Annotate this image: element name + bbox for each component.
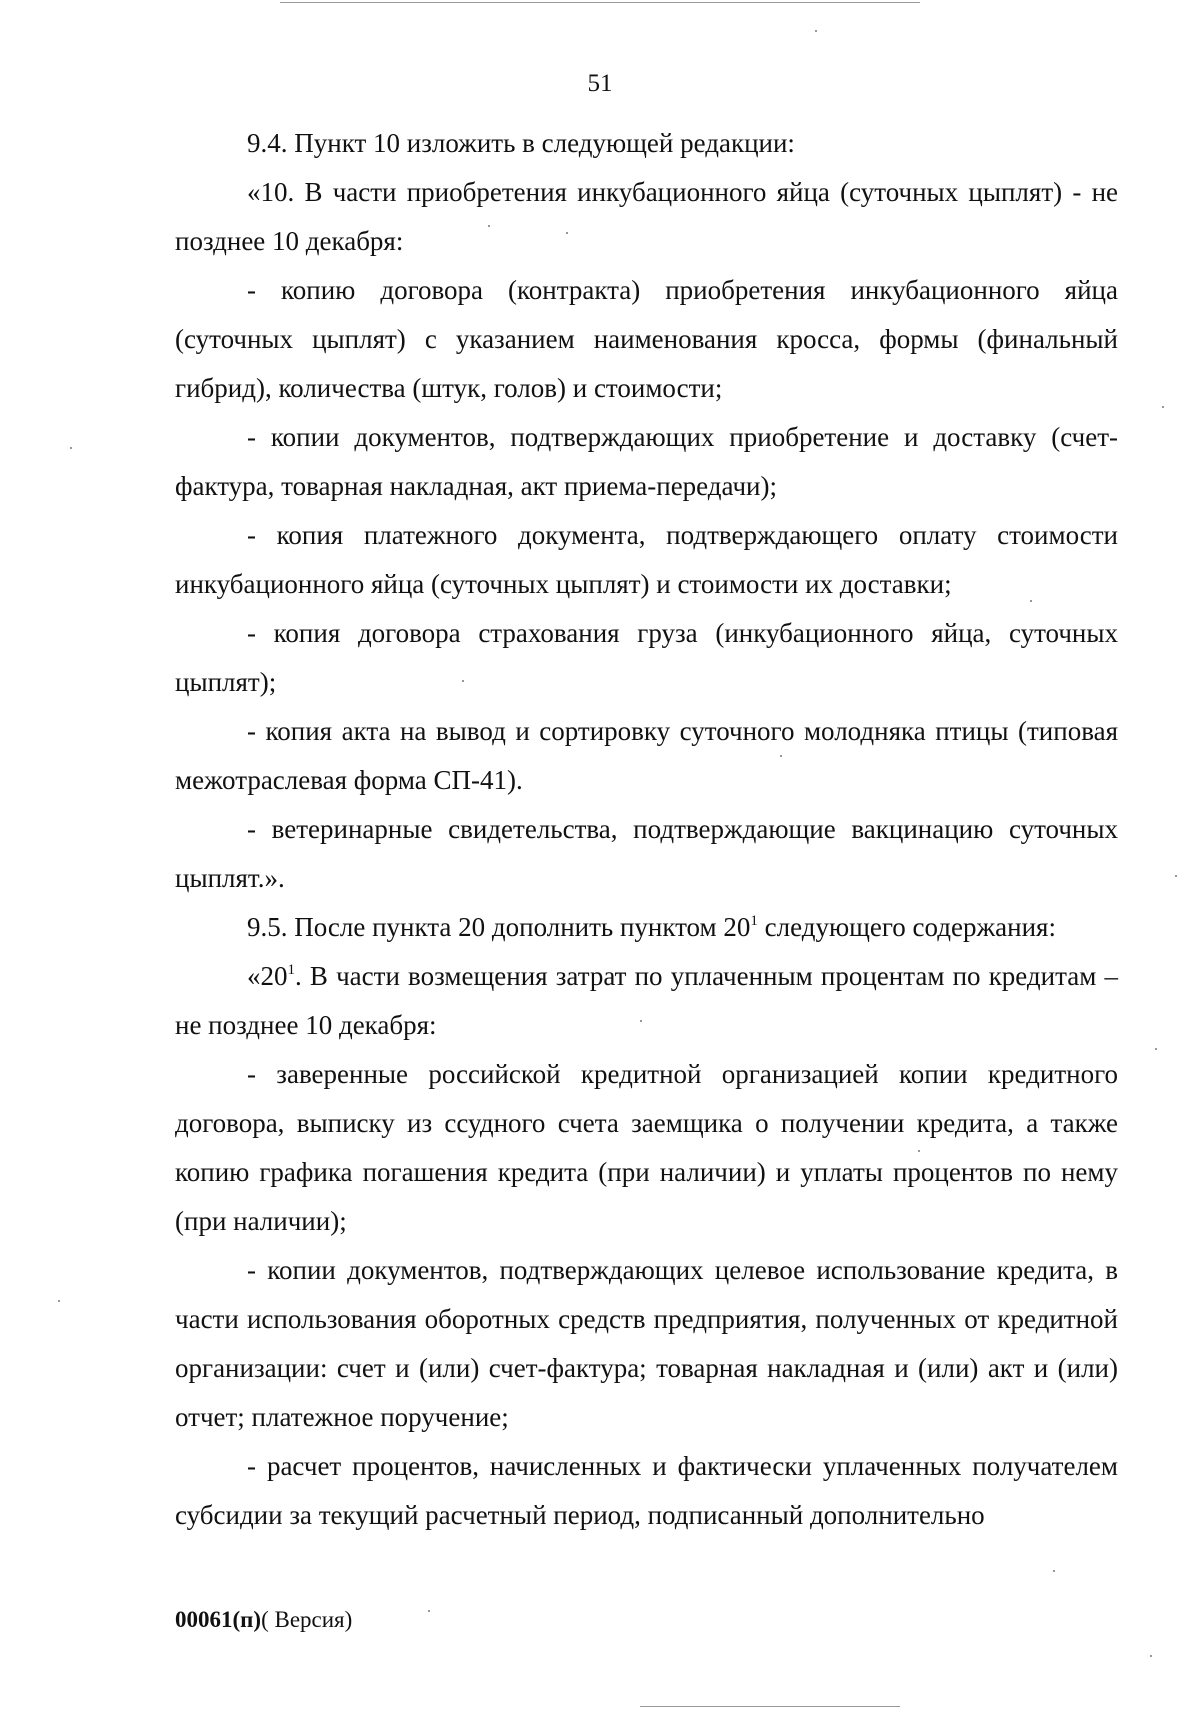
text-run: 9.5. После пункта 20 дополнить пунктом 20 <box>247 912 751 942</box>
scan-speck <box>815 30 817 32</box>
scan-speck <box>1175 875 1177 877</box>
list-item: - копия платежного документа, подтверждающего оплату стоимости инкубационного яйца (суточных цыплят) и стоимости их доставки; <box>175 520 1118 599</box>
superscript: 1 <box>287 962 295 978</box>
text-run: «20 <box>247 961 288 991</box>
scan-speck <box>1053 1570 1055 1572</box>
paragraph-9-5 <box>175 903 1118 952</box>
scan-speck <box>58 1300 60 1302</box>
paragraph-9-4: 9.4. Пункт 10 изложить в следующей редакции: <box>247 128 795 158</box>
scan-edge-top <box>280 2 920 3</box>
scan-speck <box>428 1610 430 1612</box>
list-item: - копию договора (контракта) приобретения инкубационного яйца (суточных цыплят) с указанием наименования кросса, формы (финальный гибрид), количества (штук, голов) и стоимости; <box>175 275 1118 403</box>
scan-speck <box>1155 1048 1157 1050</box>
document-body <box>175 119 1118 1540</box>
list-item: - заверенные российской кредитной организацией копии кредитного договора, выписку из ссудного счета заемщика о получении кредита, а также копию графика погашения кредита (при наличии) и уплаты процентов по нему (при наличии); <box>175 1059 1118 1236</box>
list-item: - копии документов, подтверждающих целевое использование кредита, в части использования оборотных средств предприятия, полученных от кредитной организации: счет и (или) счет-фактура; товарная накладная и (или) акт и (или) отчет; платежное поручение; <box>175 1255 1118 1432</box>
scan-edge-bottom <box>640 1706 900 1707</box>
list-item: - копия договора страхования груза (инкубационного яйца, суточных цыплят); <box>175 618 1118 697</box>
list-item: - копия акта на вывод и сортировку суточного молодняка птицы (типовая межотраслевая форма СП-41). <box>175 716 1118 795</box>
scan-speck <box>1150 1655 1152 1657</box>
document-version: ( Версия) <box>261 1607 353 1632</box>
superscript: 1 <box>750 913 758 929</box>
text-run: следующего содержания: <box>757 912 1056 942</box>
scan-speck <box>70 447 72 449</box>
list-item: - расчет процентов, начисленных и фактически уплаченных получателем субсидии за текущий расчетный период, подписанный дополнительно <box>175 1451 1118 1530</box>
paragraph-item-10: «10. В части приобретения инкубационного яйца (суточных цыплят) - не позднее 10 декабря: <box>175 177 1118 256</box>
list-item: - копии документов, подтверждающих приобретение и доставку (счет-фактура, товарная накладная, акт приема-передачи); <box>175 422 1118 501</box>
paragraph-item-20-1 <box>175 952 1118 1050</box>
text-run: . В части возмещения затрат по уплаченным процентам по кредитам – не позднее 10 декабря: <box>175 961 1118 1040</box>
scan-speck <box>1162 406 1164 408</box>
page-number: 51 <box>587 70 613 97</box>
footer <box>175 1607 352 1633</box>
document-code: 00061(п) <box>175 1607 262 1632</box>
list-item: - ветеринарные свидетельства, подтверждающие вакцинацию суточных цыплят.». <box>175 814 1118 893</box>
